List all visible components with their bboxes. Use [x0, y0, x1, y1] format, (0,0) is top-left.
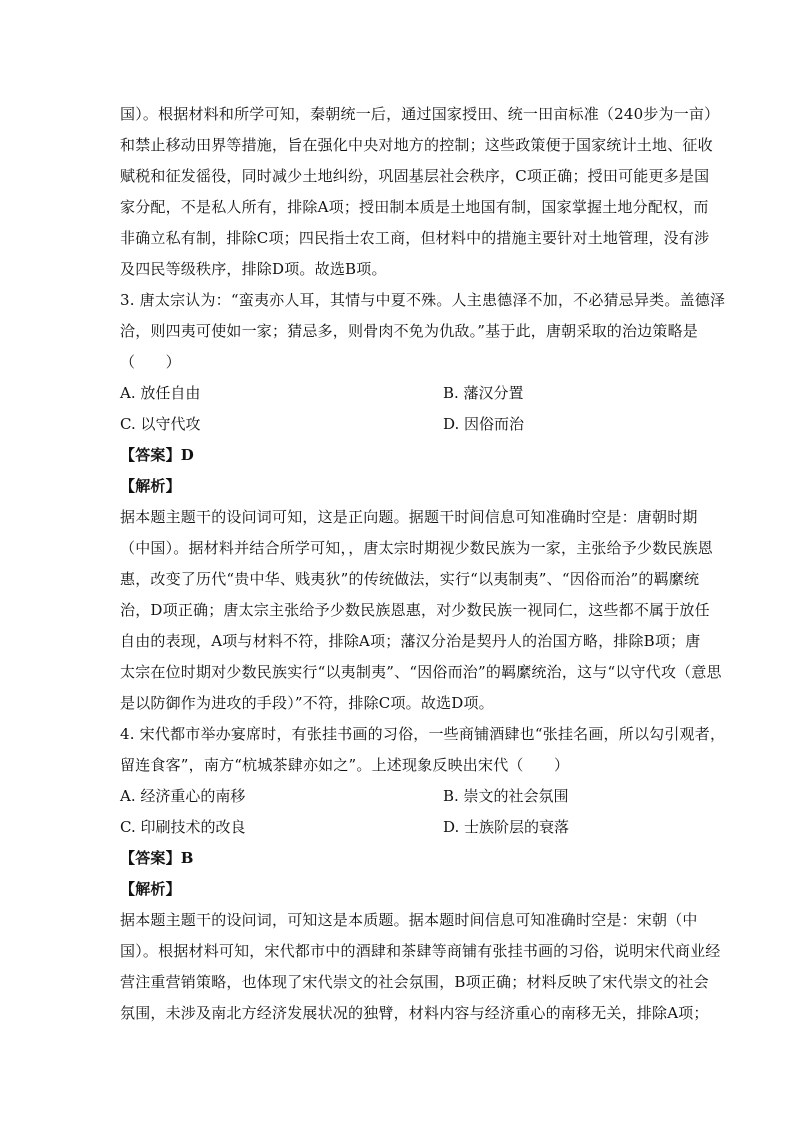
question-3-option-b: B. 藩汉分置 [443, 384, 524, 402]
question-4-stem: 留连食客”，南方“杭城茶肆亦如之”。上述现象反映出宋代（ ） [120, 756, 570, 774]
question-4-option-a: A. 经济重心的南移 [120, 787, 246, 805]
question-3-option-a: A. 放任自由 [120, 384, 201, 402]
question-3-analysis: 自由的表现，A项与材料不符，排除A项；藩汉分治是契丹人的治国方略，排除B项；唐 [120, 632, 701, 650]
question-4-analysis: 氛围，未涉及南北方经济发展状况的独臂，材料内容与经济重心的南移无关，排除A项； [120, 1004, 709, 1022]
question-4-analysis-label: 【解析】 [120, 880, 181, 898]
question-4-answer: 【答案】B [120, 849, 194, 867]
question-3-analysis: （中国）。据材料并结合所学可知，，唐太宗时期视少数民族为一家，主张给予少数民族恩 [120, 539, 714, 557]
text-line: 及四民等级秩序，排除D项。故选B项。 [120, 260, 387, 278]
question-3-analysis-label: 【解析】 [120, 477, 181, 495]
text-line: 国）。根据材料和所学可知，秦朝统一后，通过国家授田、统一田亩标准（240步为一亩） [120, 105, 720, 123]
question-4-option-c: C. 印刷技术的改良 [120, 818, 246, 836]
question-4-analysis: 据本题主题干的设问词，可知这是本质题。据本题时间信息可知准确时空是：宋朝（中 [120, 911, 698, 929]
question-3-stem: 3. 唐太宗认为：“蛮夷亦人耳，其情与中夏不殊。人主患德泽不加，不必猜忌异类。盖德泽 [120, 291, 726, 309]
question-4-option-d: D. 士族阶层的衰落 [443, 818, 570, 836]
question-4-option-b: B. 崇文的社会氛围 [443, 787, 569, 805]
question-3-analysis: 治，D项正确；唐太宗主张给予少数民族恩惠，对少数民族一视同仁，这些都不属于放任 [120, 601, 710, 619]
question-4-stem: 4. 宋代都市举办宴席时，有张挂书画的习俗，一些商铺酒肆也“张挂名画，所以勾引观者， [120, 725, 726, 743]
question-3-analysis: 据本题主题干的设问词可知，这是正向题。据题干时间信息可知准确时空是：唐朝时期 [120, 508, 698, 526]
question-3-answer: 【答案】D [120, 446, 195, 464]
question-3-blank: （ ） [120, 353, 181, 371]
text-line: 非确立私有制，排除C项；四民指士农工商，但材料中的措施主要针对土地管理，没有涉 [120, 229, 710, 247]
question-3-analysis: 是以防御作为进攻的手段）”不符，排除C项。故选D项。 [120, 694, 494, 712]
text-line: 和禁止移动田界等措施，旨在强化中央对地方的控制；这些政策便于国家统计土地、征收 [120, 136, 713, 154]
question-3-analysis: 太宗在位时期对少数民族实行“以夷制夷”、“因俗而治”的羁縻统治，这与“以守代攻（意思 [120, 663, 722, 681]
text-line: 赋税和征发徭役，同时减少土地纠纷，巩固基层社会秩序，C项正确；授田可能更多是国 [120, 167, 710, 185]
text-line: 家分配，不是私人所有，排除A项；授田制本质是土地国有制，国家掌握土地分配权，而 [120, 198, 709, 216]
question-3-option-d: D. 因俗而治 [443, 415, 525, 433]
question-4-analysis: 营注重营销策略，也体现了宋代崇文的社会氛围，B项正确；材料反映了宋代崇文的社会 [120, 973, 709, 991]
question-3-option-c: C. 以守代攻 [120, 415, 201, 433]
question-3-stem: 洽，则四夷可使如一家；猜忌多，则骨肉不免为仇敌。”基于此，唐朝采取的治边策略是 [120, 322, 698, 340]
question-4-analysis: 国）。根据材料可知，宋代都市中的酒肆和茶肆等商铺有张挂书画的习俗，说明宋代商业经 [120, 942, 721, 960]
question-3-analysis: 惠，改变了历代“贵中华、贱夷狄”的传统做法，实行“以夷制夷”、“因俗而治”的羁縻统 [120, 570, 700, 588]
